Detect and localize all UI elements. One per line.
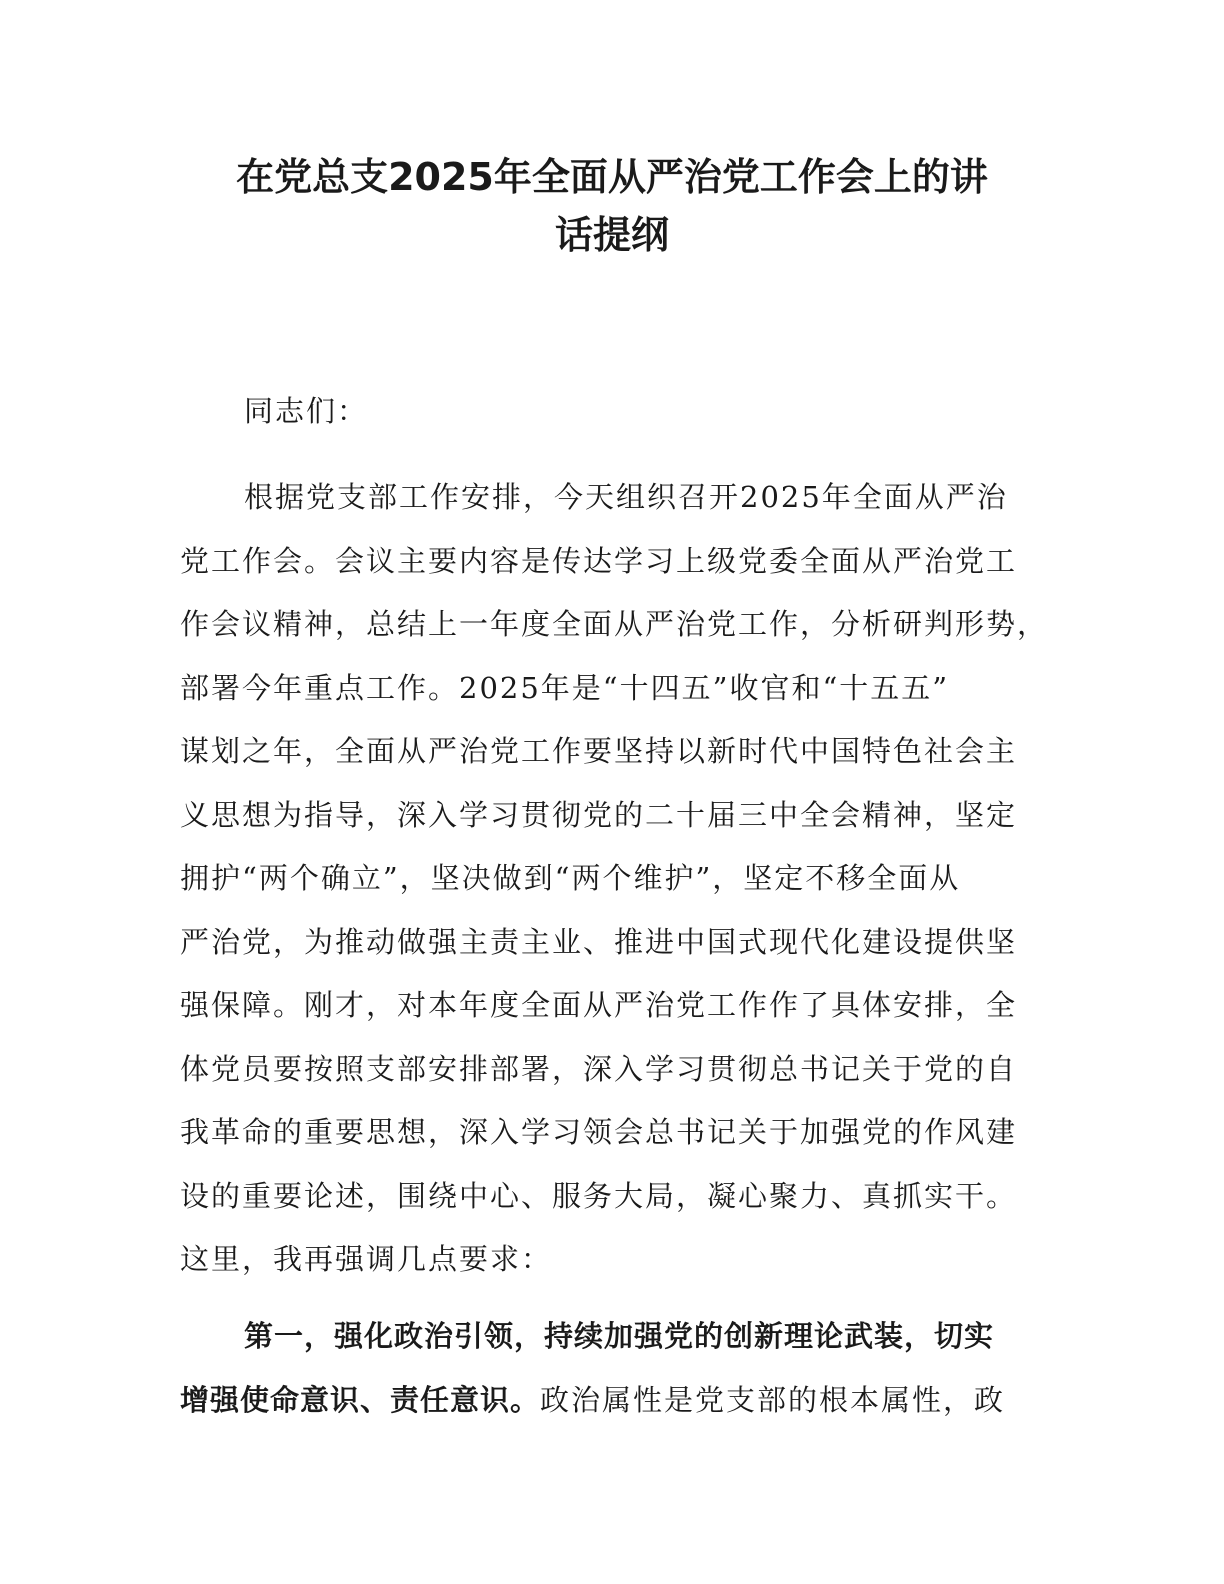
paragraph-line: 体党员要按照支部安排部署，深入学习贯彻总书记关于党的自 — [180, 1051, 1018, 1086]
paragraph-line: 这里，我再强调几点要求： — [180, 1242, 553, 1276]
greeting-text: 同志们： — [244, 394, 369, 428]
greeting — [180, 380, 1050, 444]
paragraph-line: 作会议精神，总结上一年度全面从严治党工作，分析研判形势， — [180, 607, 1049, 641]
paragraph-line: 严治党，为推动做强主责主业、推进中国式现代化建设提供坚 — [180, 924, 1018, 959]
paragraph-intro — [180, 466, 1050, 1292]
paragraph-first-point — [180, 1305, 1050, 1432]
paragraph-line: 义思想为指导，深入学习贯彻党的二十届三中全会精神，坚定 — [180, 797, 1018, 832]
title-line-1: 在党总支2025年全面从严治党工作会上的讲 — [236, 155, 988, 199]
paragraph-line: 谋划之年，全面从严治党工作要坚持以新时代中国特色社会主 — [180, 734, 1018, 768]
paragraph-line: 设的重要论述，围绕中心、服务大局，凝心聚力、真抓实干。 — [180, 1178, 1018, 1213]
point-heading-line-2: 增强使命意识、责任意识。 — [180, 1382, 541, 1417]
paragraph-line: 拥护“两个确立”，坚决做到“两个维护”，坚定不移全面从 — [180, 861, 961, 895]
paragraph-line: 我革命的重要思想，深入学习领会总书记关于加强党的作风建 — [180, 1115, 1018, 1149]
point-heading-line-1: 第一，强化政治引领，持续加强党的创新理论武装，切实 — [244, 1319, 995, 1353]
paragraph-line: 党工作会。会议主要内容是传达学习上级党委全面从严治党工 — [180, 543, 1018, 578]
document-title — [150, 148, 1074, 264]
paragraph-line: 强保障。刚才，对本年度全面从严治党工作作了具体安排，全 — [180, 988, 1018, 1022]
point-body-text: 政治属性是党支部的根本属性，政 — [540, 1382, 1006, 1417]
point-line-2 — [180, 1369, 1050, 1433]
paragraph-line: 部署今年重点工作。2025年是“十四五”收官和“十五五” — [180, 670, 950, 705]
title-line-2: 话提纲 — [554, 213, 669, 257]
paragraph-line: 根据党支部工作安排，今天组织召开2025年全面从严治 — [244, 480, 1008, 514]
